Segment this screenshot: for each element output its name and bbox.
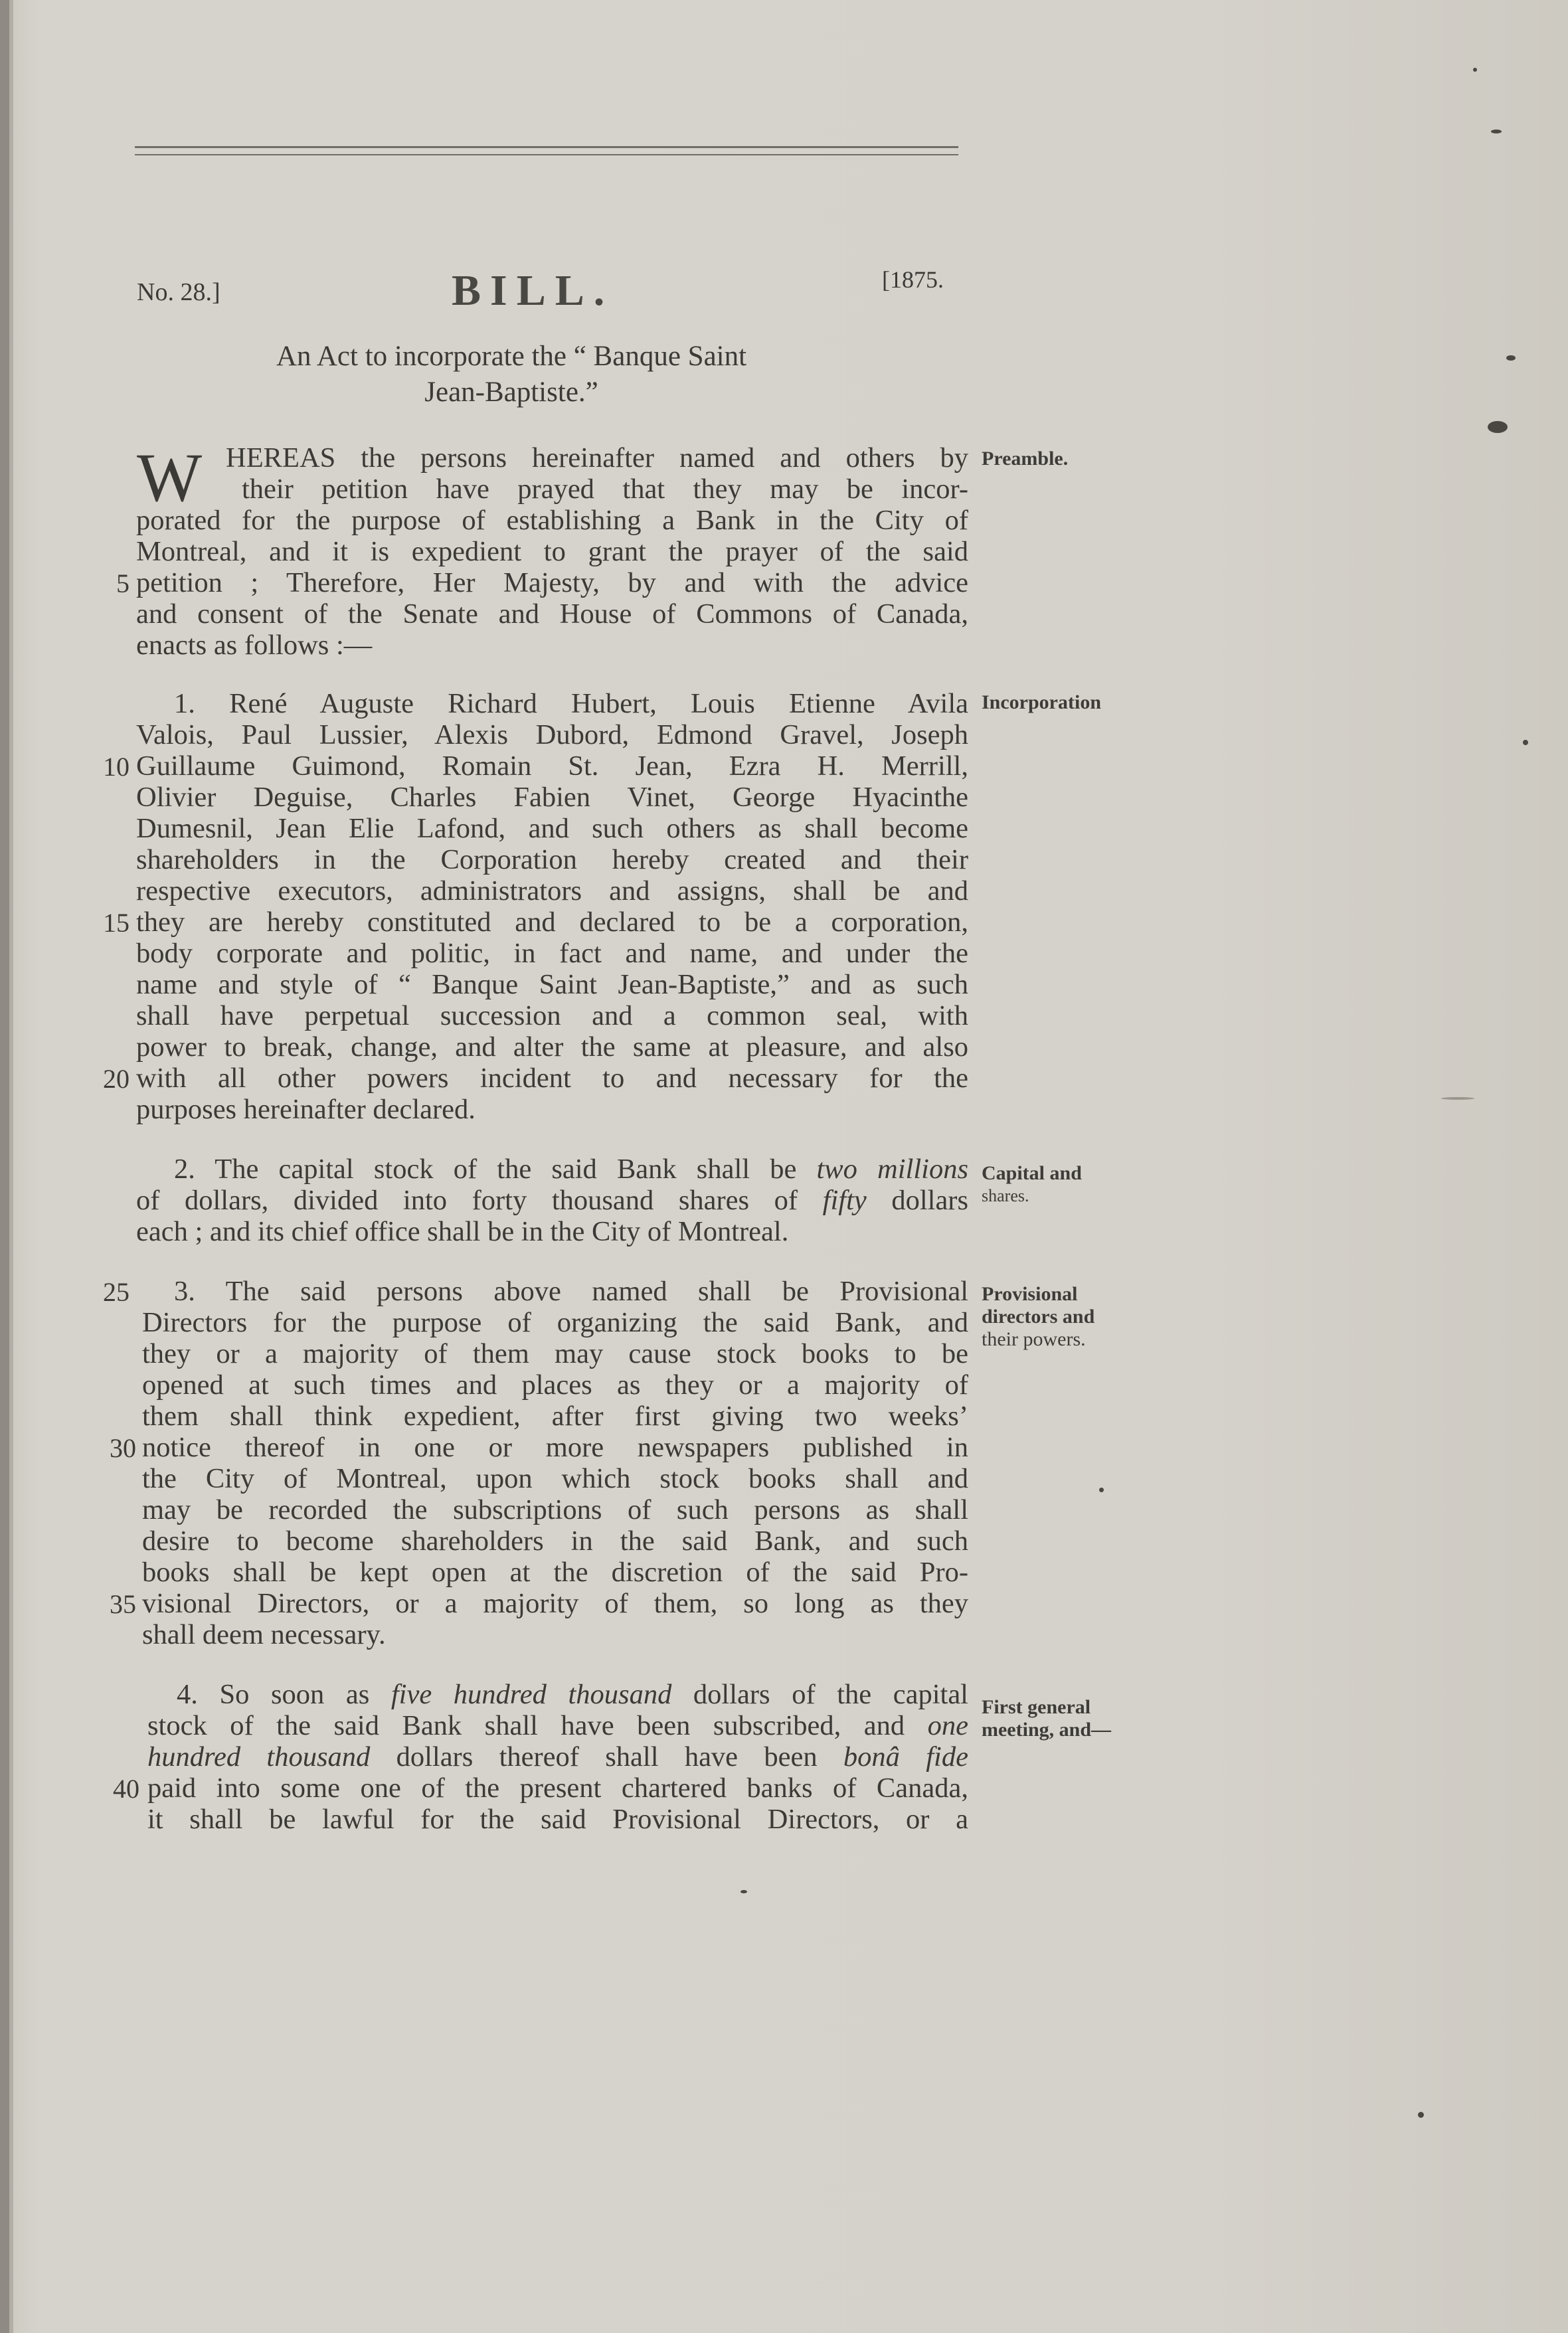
line-number: 20 <box>103 1064 130 1094</box>
section-2-text: 2. The capital stock of the said Bank shall be <box>174 1154 817 1185</box>
ink-speck <box>1099 1488 1104 1492</box>
section-2-text: dollars <box>866 1185 969 1216</box>
section-1-line-3: Guillaume Guimond, Romain St. Jean, Ezra H. Merrill, <box>136 750 968 782</box>
marginal-note-first-meeting-2: meeting, and— <box>982 1719 1111 1741</box>
page-binding-shadow <box>9 0 13 2333</box>
section-4-line-4: paid into some one of the present chartered banks of Canada, <box>147 1772 968 1804</box>
header-rule-bottom <box>135 154 958 155</box>
section-4-paid-amount-start: one <box>927 1710 968 1741</box>
section-1-line-7: respective executors, administrators and assigns, shall be and <box>136 875 968 907</box>
marginal-note-provisional-1: Provisional <box>982 1283 1078 1305</box>
section-1-line-2: Valois, Paul Lussier, Alexis Dubord, Edmond Gravel, Joseph <box>136 719 968 750</box>
marginal-note-capital-1: Capital and <box>982 1162 1082 1184</box>
section-3-line-10: books shall be kept open at the discretion of the said Pro- <box>142 1557 968 1588</box>
section-1-line-13: with all other powers incident to and necessary for the <box>136 1063 968 1094</box>
ink-speck <box>1523 740 1528 745</box>
section-1-line-6: shareholders in the Corporation hereby created and their <box>136 844 968 875</box>
preamble-line-6: and consent of the Senate and House of Commons of Canada, <box>136 598 968 630</box>
header-rule-top <box>135 146 958 148</box>
section-4-text: dollars of the capital <box>671 1679 968 1710</box>
section-1-line-4: Olivier Deguise, Charles Fabien Vinet, George Hyacinthe <box>136 782 968 813</box>
section-3-line-8: may be recorded the subscriptions of such persons as shall <box>142 1494 968 1525</box>
section-1-line-5: Dumesnil, Jean Elie Lafond, and such others as shall become <box>136 813 968 844</box>
preamble-dropcap: W <box>137 440 203 516</box>
bill-heading: BILL. <box>452 266 614 315</box>
bill-number: No. 28.] <box>137 278 220 306</box>
marginal-note-provisional-2: directors and <box>982 1306 1095 1328</box>
section-3-line-2: Directors for the purpose of organizing the said Bank, and <box>142 1307 968 1338</box>
section-2-line-2 <box>136 1184 968 1217</box>
section-1-line-1: 1. René Auguste Richard Hubert, Louis Etienne Avila <box>174 688 968 719</box>
section-2-line-1 <box>174 1153 968 1185</box>
section-4-bona-fide: bonâ fide <box>843 1741 968 1772</box>
act-title <box>133 339 890 410</box>
section-2-text: of dollars, divided into forty thousand shares of <box>136 1185 823 1216</box>
section-1-line-9: body corporate and politic, in fact and name, and under the <box>136 938 968 969</box>
section-2-share-value: fifty <box>822 1185 867 1216</box>
marginal-note-provisional-3: their powers. <box>982 1328 1086 1350</box>
ink-blot <box>1488 421 1508 433</box>
section-1-line-12: power to break, change, and alter the same at pleasure, and also <box>136 1031 968 1063</box>
section-4-paid-amount-end: hundred thousand <box>147 1741 371 1772</box>
preamble-line-1: HEREAS the persons hereinafter named and others by <box>226 442 968 474</box>
line-number: 35 <box>110 1589 136 1619</box>
section-3-line-5: them shall think expedient, after first giving two weeks’ <box>142 1401 968 1432</box>
section-4-line-2 <box>147 1709 968 1742</box>
section-3-line-6: notice thereof in one or more newspapers published in <box>142 1432 968 1463</box>
section-4-line-1 <box>177 1678 968 1711</box>
section-4-line-5: it shall be lawful for the said Provisional Directors, or a <box>147 1804 968 1835</box>
section-3-line-11: visional Directors, or a majority of them, so long as they <box>142 1588 968 1619</box>
section-4-subscribed-amount: five hundred thousand <box>391 1679 672 1710</box>
page-binding-edge <box>0 0 9 2333</box>
section-3-line-12: shall deem necessary. <box>142 1619 386 1650</box>
section-3-line-7: the City of Montreal, upon which stock books shall and <box>142 1463 968 1494</box>
section-4-line-3 <box>147 1741 968 1773</box>
act-title-line-1: An Act to incorporate the “ Banque Saint <box>276 341 747 372</box>
preamble-line-5: petition ; Therefore, Her Majesty, by and with the advice <box>136 567 968 598</box>
section-2-amount: two millions <box>816 1154 968 1185</box>
ink-speck <box>1491 130 1502 133</box>
ink-speck <box>1418 2112 1424 2118</box>
line-number: 15 <box>103 908 130 938</box>
ink-speck <box>1506 355 1516 361</box>
preamble-line-3: porated for the purpose of establishing a Bank in the City of <box>136 505 968 536</box>
line-number: 10 <box>103 752 130 782</box>
line-number: 5 <box>116 568 130 598</box>
act-title-line-2: Jean-Baptiste.” <box>424 377 598 408</box>
preamble-line-4: Montreal, and it is expedient to grant the prayer of the said <box>136 536 968 567</box>
section-2-line-3: each ; and its chief office shall be in the City of Montreal. <box>136 1216 789 1247</box>
section-3-line-9: desire to become shareholders in the said Bank, and such <box>142 1525 968 1557</box>
marginal-note-first-meeting-1: First general <box>982 1696 1091 1718</box>
section-1-line-8: they are hereby constituted and declared to be a corporation, <box>136 907 968 938</box>
section-1-line-10: name and style of “ Banque Saint Jean-Baptiste,” and as such <box>136 969 968 1000</box>
section-4-text: stock of the said Bank shall have been subscribed, and <box>147 1710 928 1741</box>
preamble-line-7: enacts as follows :— <box>136 630 373 661</box>
section-3-line-1: 3. The said persons above named shall be Provisional <box>174 1276 968 1307</box>
marginal-note-preamble: Preamble. <box>982 448 1069 470</box>
section-1-line-11: shall have perpetual succession and a common seal, with <box>136 1000 968 1031</box>
ink-speck <box>1473 68 1477 72</box>
marginal-note-incorporation: Incorporation <box>982 691 1101 713</box>
section-4-text: 4. So soon as <box>177 1679 391 1710</box>
bill-year: [1875. <box>882 266 944 293</box>
line-number: 25 <box>103 1277 130 1307</box>
section-4-text: dollars thereof shall have been <box>370 1741 843 1772</box>
preamble-line-2: their petition have prayed that they may be incor- <box>242 474 968 505</box>
line-number: 40 <box>113 1774 139 1804</box>
ink-speck <box>740 1890 747 1893</box>
section-3-line-4: opened at such times and places as they or a majority of <box>142 1369 968 1401</box>
marginal-note-capital-2: shares. <box>982 1186 1029 1205</box>
section-1-line-14: purposes hereinafter declared. <box>136 1094 476 1125</box>
paper-mark <box>1441 1097 1474 1100</box>
section-3-line-3: they or a majority of them may cause stock books to be <box>142 1338 968 1369</box>
line-number: 30 <box>110 1433 136 1463</box>
